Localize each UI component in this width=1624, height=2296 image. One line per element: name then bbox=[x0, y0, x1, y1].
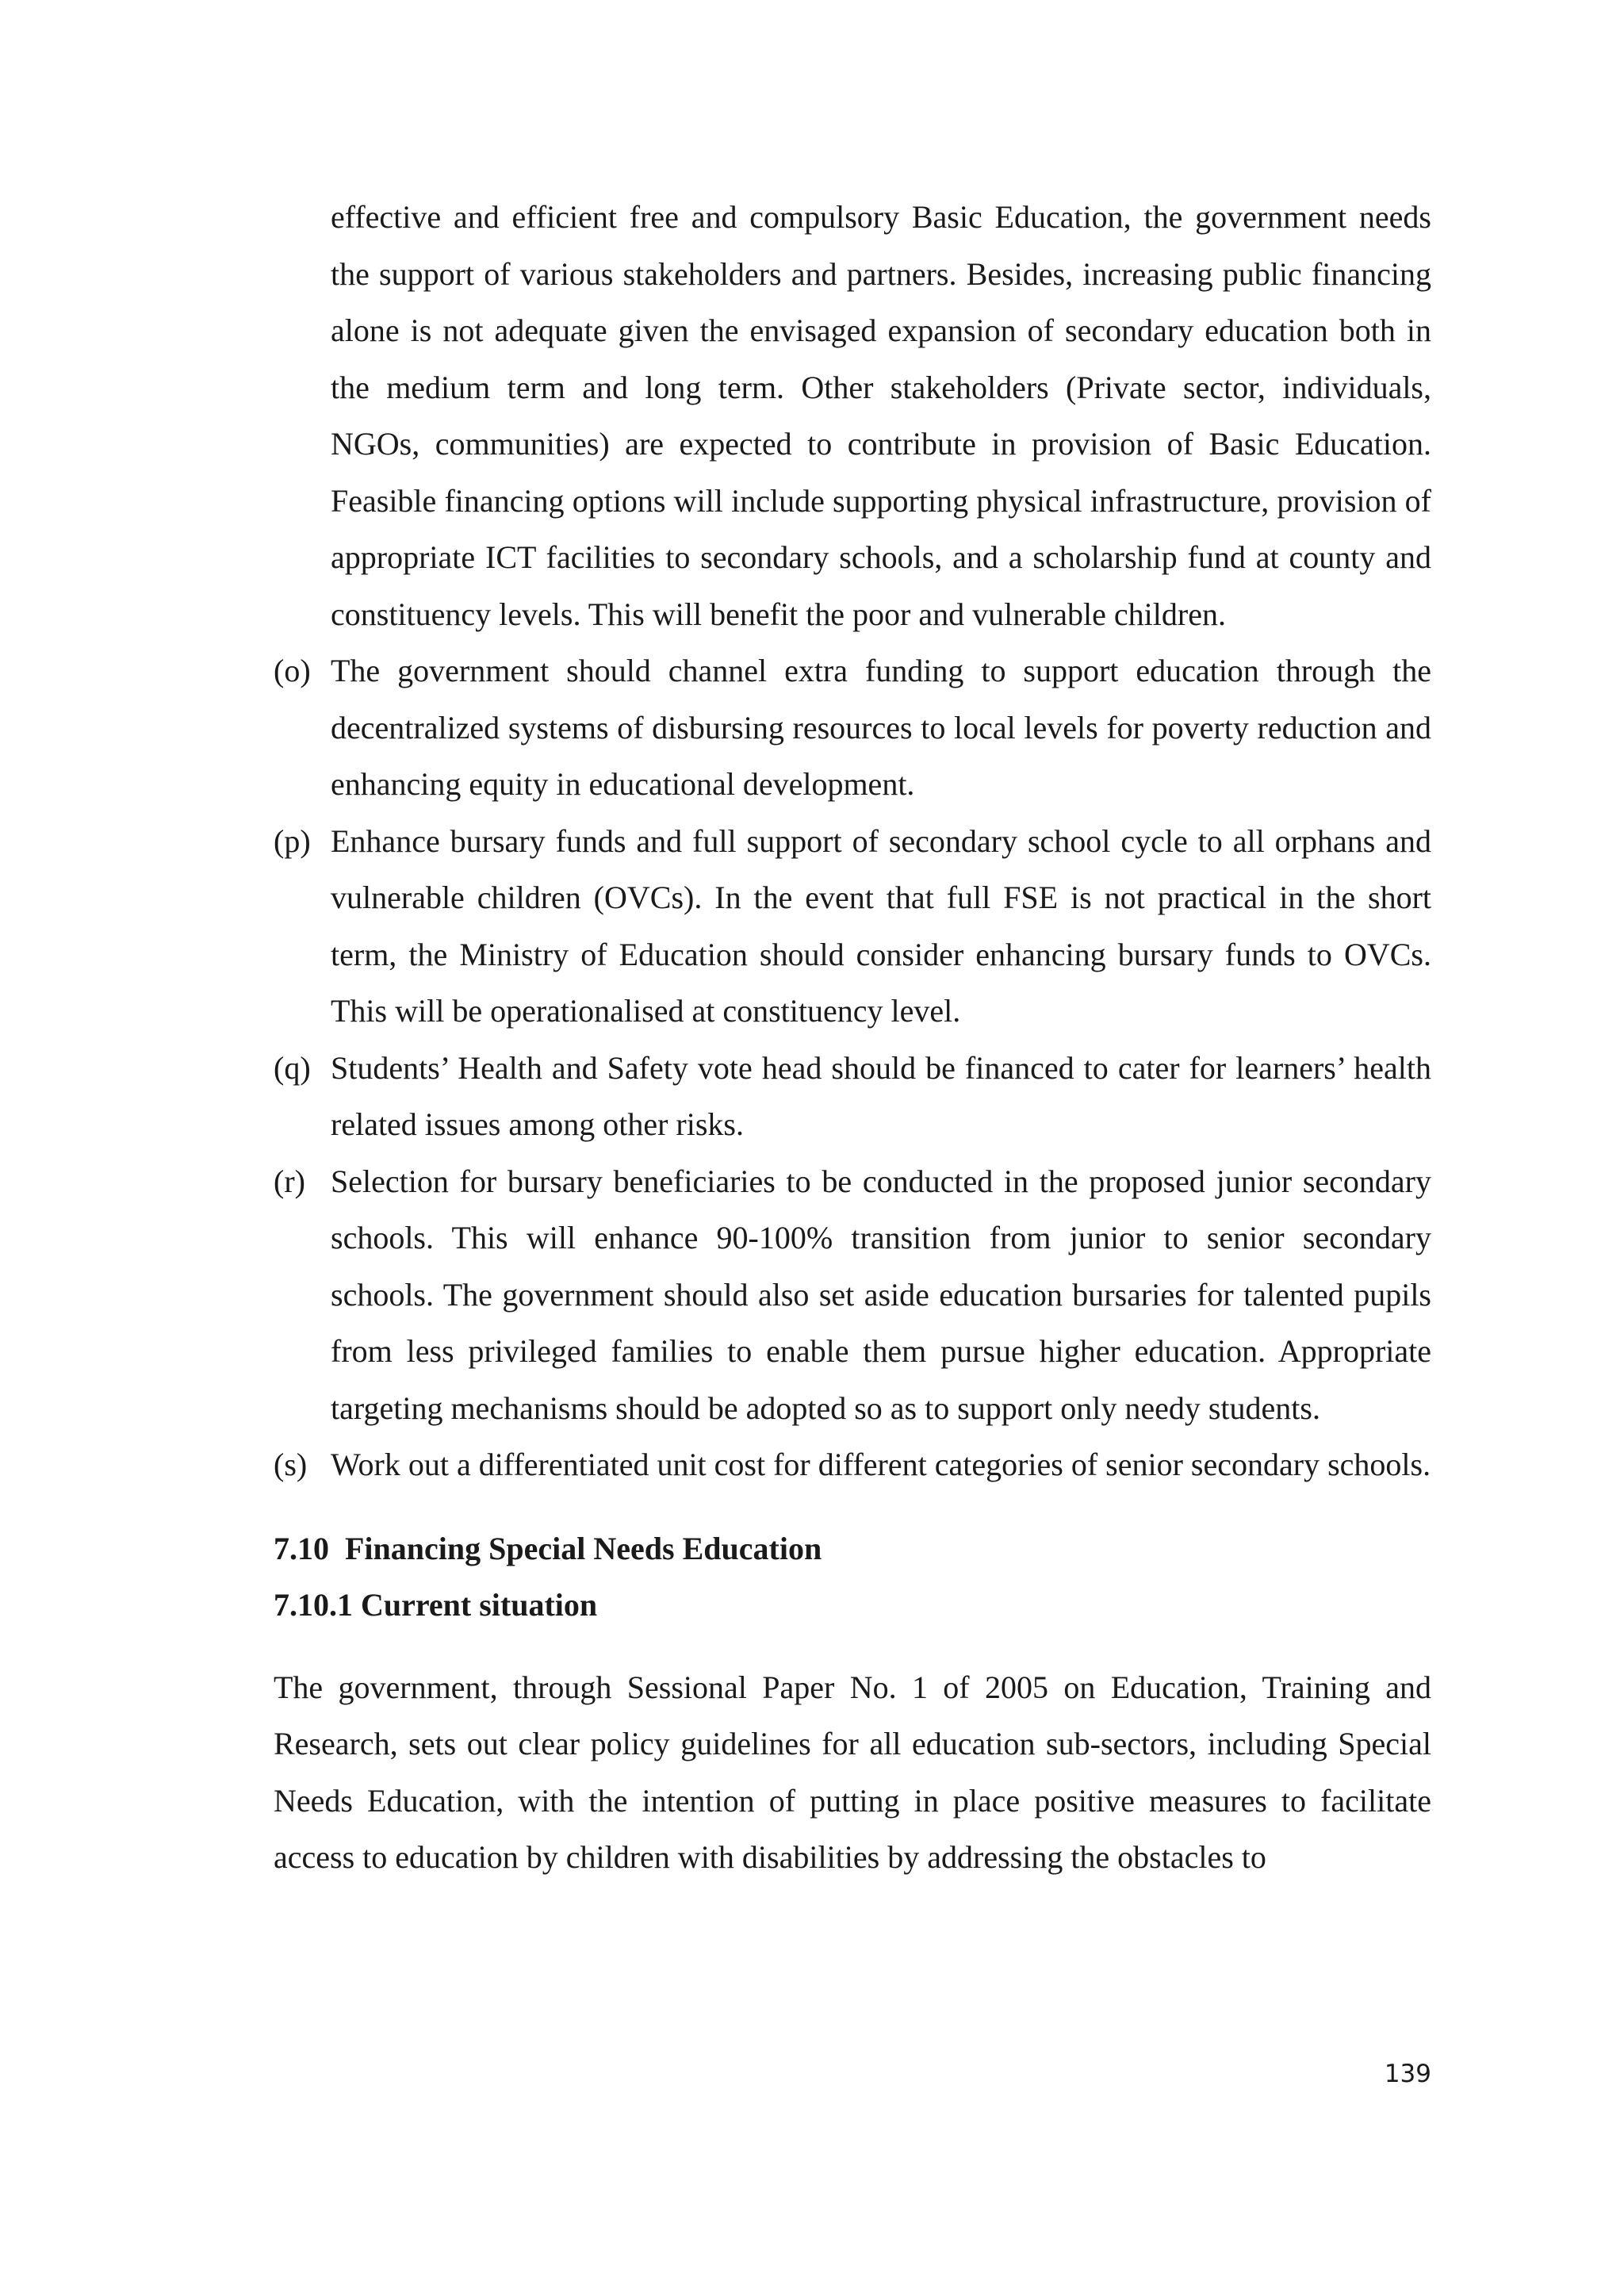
list-item-s bbox=[274, 1436, 1431, 1493]
list-item-o bbox=[274, 642, 1431, 813]
body-paragraph: The government, through Sessional Paper No. 1 of 2005 on Education, Training and Research, sets out clear policy guidelines for all education sub-sectors, including Special Needs Education, with the intention of putting in place positive measures to facilitate access to education by children with disabilities by addressing the obstacles to bbox=[274, 1669, 1431, 1875]
list-item-text: Students’ Health and Safety vote head should be financed to cater for learners’ health related issues among other risks. bbox=[331, 1049, 1431, 1142]
list-item-text: Enhance bursary funds and full support of secondary school cycle to all orphans and vulnerable children (OVCs). In the event that full FSE is not practical in the short term, the Ministry of Education should consider enhancing bursary funds to OVCs. This will be operationalised at constituency level. bbox=[331, 822, 1431, 1029]
list-marker: (s) bbox=[274, 1447, 308, 1482]
list-marker: (o) bbox=[274, 653, 311, 688]
list-item-text: Work out a differentiated unit cost for different categories of senior secondary schools. bbox=[331, 1447, 1431, 1482]
subsection-heading: 7.10.1 Current situation bbox=[274, 1587, 598, 1623]
page-number: 139 bbox=[1384, 2060, 1431, 2088]
intro-paragraph: effective and efficient free and compulsory Basic Education, the government needs the support of various stakeholders and partners. Besides, increasing public financing alone is not adequate given the envisaged expansion of secondary education both in the medium term and long term. Other stakeholders (Private sector, individuals, NGOs, communities) are expected to contribute in provision of Basic Education. Feasible financing options will include supporting physical infrastructure, provision of appropriate ICT facilities to secondary schools, and a scholarship fund at county and constituency levels. This will benefit the poor and vulnerable children. bbox=[331, 199, 1431, 632]
recommendation-list bbox=[274, 642, 1431, 1493]
page-content bbox=[274, 189, 1431, 1886]
list-marker: (p) bbox=[274, 822, 311, 859]
list-marker: (r) bbox=[274, 1163, 305, 1199]
list-item-p bbox=[274, 813, 1431, 1040]
list-marker: (q) bbox=[274, 1049, 311, 1086]
list-item-r bbox=[274, 1153, 1431, 1437]
list-item-text: Selection for bursary beneficiaries to be conducted in the proposed junior secondary schools. This will enhance 90-100% transition from junior to senior secondary schools. The government should also set aside education bursaries for talented pupils from less privileged families to enable them pursue higher education. Appropriate targeting mechanisms should be adopted so as to support only needy students. bbox=[331, 1163, 1431, 1426]
section-heading: 7.10 Financing Special Needs Education bbox=[274, 1530, 822, 1566]
list-item-text: The government should channel extra funding to support education through the decentralized systems of disbursing resources to local levels for poverty reduction and enhancing equity in educational development. bbox=[331, 653, 1431, 802]
list-item-q bbox=[274, 1040, 1431, 1153]
